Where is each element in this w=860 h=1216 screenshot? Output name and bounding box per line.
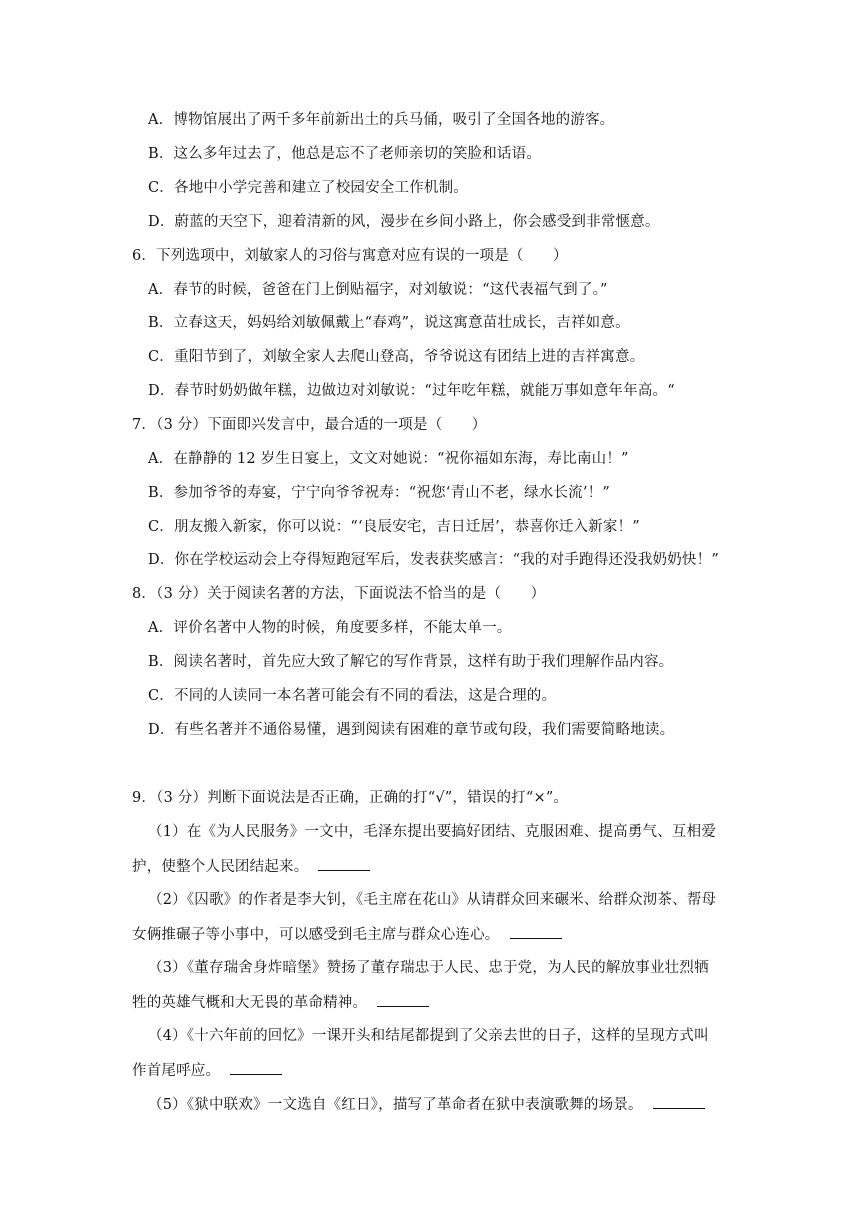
q6-option-d: D．春节时奶奶做年糕，边做边对刘敏说：“过年吃年糕，就能万事如意年年高。“ — [148, 383, 675, 399]
q6-option-b: B．立春这天，妈妈给刘敏佩戴上“春鸡”，说这寓意苗壮成长，吉祥如意。 — [148, 315, 630, 331]
q9-item-5-text: （5）《狱中联欢》一文选自《红日》，描写了革命者在狱中表演歌舞的场景。 — [148, 1097, 643, 1113]
q5-option-b: B．这么多年过去了，他总是忘不了老师亲切的笑脸和话语。 — [148, 146, 542, 162]
q5-option-d: D．蔚蓝的天空下，迎着清新的风，漫步在乡间小路上，你会感受到非常惬意。 — [148, 214, 660, 230]
q9-item-3-text: 牲的英雄气概和大无畏的革命精神。 — [132, 995, 368, 1011]
q9-item-1-text: 护，使整个人民团结起来。 — [132, 859, 309, 875]
answer-blank-3[interactable] — [377, 992, 429, 1007]
q9-item-5-line1 — [148, 1094, 705, 1115]
q9-stem: 9．（3 分）判断下面说法是否正确，正确的打“√”，错误的打“×”。 — [132, 790, 569, 806]
answer-blank-4[interactable] — [230, 1060, 282, 1075]
q9-item-2-text: 女俩推碾子等小事中，可以感受到毛主席与群众心连心。 — [132, 927, 500, 943]
answer-blank-5[interactable] — [653, 1094, 705, 1109]
q8-option-c: C．不同的人读同一本名著可能会有不同的看法，这是合理的。 — [148, 688, 557, 704]
q9-item-2-line2 — [132, 924, 562, 945]
q9-item-4-line1: （4）《十六年前的回忆》一课开头和结尾都提到了父亲去世的日子，这样的呈现方式叫 — [148, 1028, 709, 1044]
q9-item-3-line2 — [132, 992, 429, 1013]
q9-item-3-line1: （3）《董存瑞舍身炸暗堡》赞扬了董存瑞忠于人民、忠于党，为人民的解放事业壮烈牺 — [148, 960, 709, 976]
q9-item-4-line2 — [132, 1060, 282, 1081]
q5-option-a: A．博物馆展出了两千多年前新出土的兵马俑，吸引了全国各地的游客。 — [148, 112, 615, 128]
q6-stem: 6．下列选项中，刘敏家人的习俗与寓意对应有误的一项是（ ） — [132, 248, 568, 264]
q7-option-b: B．参加爷爷的寿宴，宁宁向爷爷祝寿：“祝您‘青山不老，绿水长流’！” — [148, 485, 610, 501]
q8-option-d: D．有些名著并不通俗易懂，遇到阅读有困难的章节或句段，我们需要简略地读。 — [148, 722, 675, 738]
answer-blank-1[interactable] — [318, 856, 370, 871]
q9-item-4-text: 作首尾呼应。 — [132, 1063, 221, 1079]
q5-option-c: C．各地中小学完善和建立了校园安全工作机制。 — [148, 180, 468, 196]
q9-item-1-line1: （1）在《为人民服务》一文中，毛泽东提出要搞好团结、克服困难、提高勇气、互相爱 — [148, 824, 717, 840]
q9-item-1-line2 — [132, 856, 370, 877]
q6-option-c: C．重阳节到了，刘敏全家人去爬山登高，爷爷说这有团结上进的吉祥寓意。 — [148, 349, 645, 365]
q7-option-d: D．你在学校运动会上夺得短跑冠军后，发表获奖感言：“我的对手跑得还没我奶奶快！” — [148, 552, 719, 568]
q7-option-a: A．在静静的 12 岁生日宴上，文文对她说：“祝你福如东海，寿比南山！” — [148, 451, 629, 467]
q9-item-2-line1: （2）《囚歌》的作者是李大钊，《毛主席在花山》从请群众回来碾米、给群众沏茶、帮母 — [148, 892, 717, 908]
q7-option-c: C．朋友搬入新家，你可以说：“‘良辰安宅，吉日迁居’，恭喜你迁入新家！” — [148, 519, 640, 535]
q7-stem: 7．（3 分）下面即兴发言中，最合适的一项是（ ） — [132, 417, 487, 433]
q8-option-b: B．阅读名著时，首先应大致了解它的写作背景，这样有助于我们理解作品内容。 — [148, 654, 674, 670]
q8-stem: 8．（3 分）关于阅读名著的方法，下面说法不恰当的是（ ） — [132, 586, 546, 602]
q8-option-a: A．评价名著中人物的时候，角度要多样，不能太单一。 — [148, 620, 512, 636]
answer-blank-2[interactable] — [510, 924, 562, 939]
q6-option-a: A．春节的时候，爸爸在门上倒贴福字，对刘敏说：“这代表福气到了。” — [148, 282, 608, 298]
